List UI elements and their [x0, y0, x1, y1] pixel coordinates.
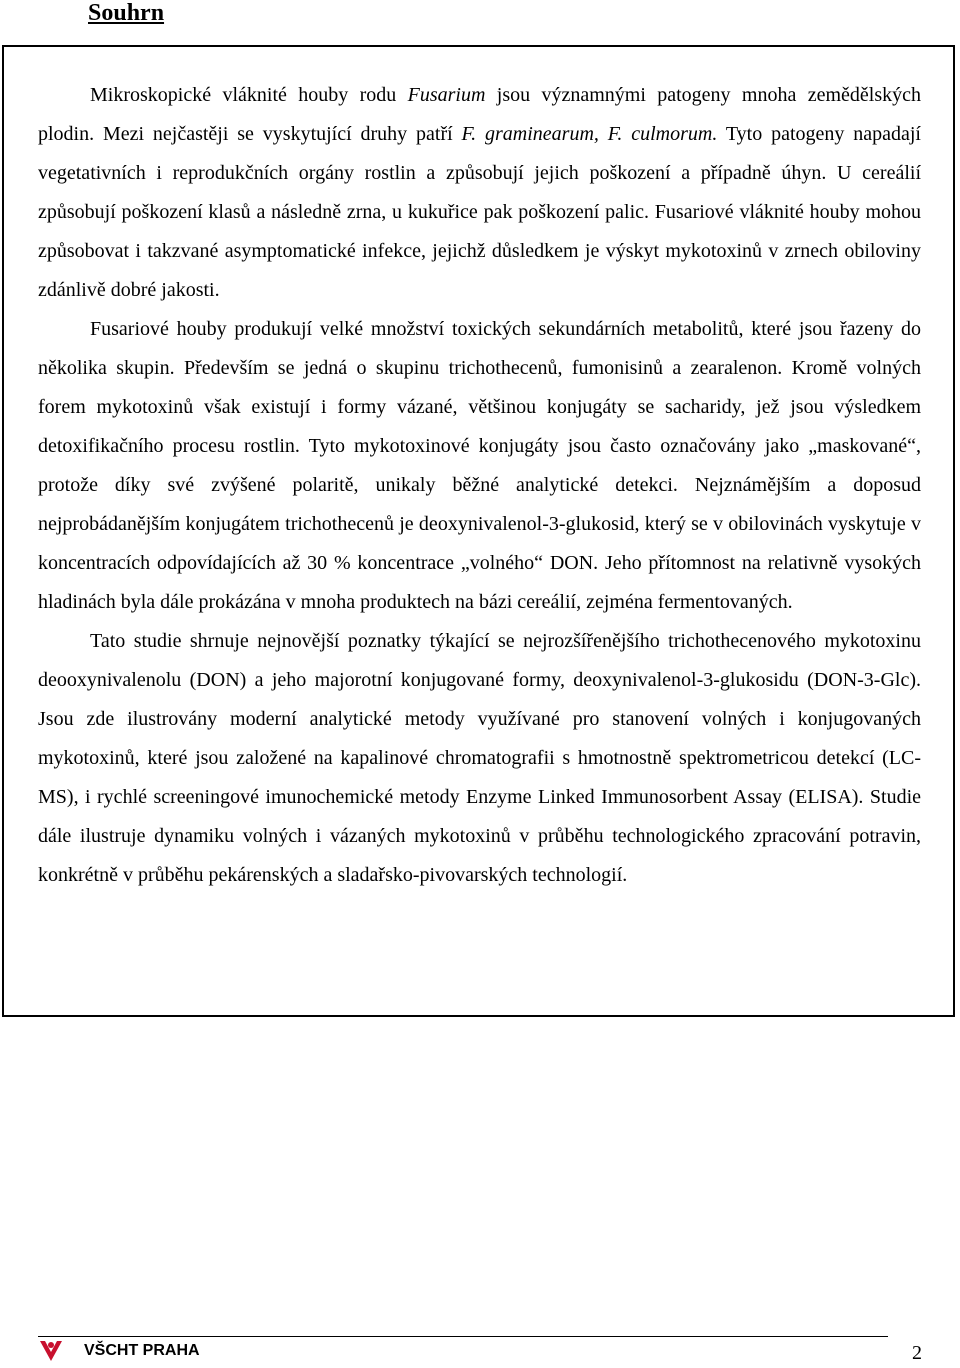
genus-name: Fusarium: [407, 84, 486, 106]
paragraph-1: [38, 76, 921, 310]
paragraph-1-run-5: Tyto patogeny napadají vegetativních i reprodukčních orgány rostlin a způsobují jejich poškození a případně úhyn. U cereálií způsobují poškození klasů a následně zrna, u kukuřice pak poškození palic. Fusariové vláknité houby mohou způsobovat i takzvané asymptomatické infekce, jejichž důsledkem je výskyt mykotoxinů v zrnech obiloviny zdánlivě dobré jakosti.: [38, 123, 921, 301]
paragraph-3-run-1: Tato studie shrnuje nejnovější poznatky týkající se nejrozšířenějšího trichothecenového mykotoxinu deooxynivalenolu (DON) a jeho majorotní konjugované formy, deoxynivalenol-3-glukosidu (DON-3-Glc). Jsou zde ilustrovány moderní analytické metody využívané pro stanovení volných i konjugovaných mykotoxinů, které jsou založené na kapalinové chromatografii s hmotnostně spektrometricou detekcí (LC-MS), i rychlé screeningové imunochemické metody Enzyme Linked Immunosorbent Assay (ELISA). Studie dále ilustruje dynamiku volných i vázaných mykotoxinů v průběhu technologického zpracování potravin, konkrétně v průběhu pekárenských a sladařsko-pivovarských technologií.: [38, 630, 921, 886]
vscht-logo-icon: [38, 1339, 64, 1363]
species-names: F. graminearum, F. culmorum.: [461, 123, 718, 145]
summary-box: [2, 45, 955, 1017]
paragraph-2: [38, 310, 921, 622]
paragraph-2-run-1: Fusariové houby produkují velké množství toxických sekundárních metabolitů, které jsou řazeny do několika skupin. Především se jedná o skupinu trichothecenů, fumonisinů a zearalenon. Kromě volných forem mykotoxinů však existují i formy vázané, většinou konjugáty se sacharidy, jež jsou výsledkem detoxifikačního procesu rostlin. Tyto mykotoxinové konjugáty jsou často označovány jako „maskované“, protože díky své zvýšené polaritě, unikaly běžné analytické detekci. Nejznámějším a doposud nejprobádanějším konjugátem trichothecenů je deoxynivalenol-3-glukosid, který se v obilovinách vyskytuje v koncentracích odpovídajících až 30 % koncentrace „volného“ DON. Jeho přítomnost na relativně vysokých hladinách byla dále prokázána v mnoha produktech na bázi cereálií, zejména fermentovaných.: [38, 318, 921, 613]
paragraph-3: [38, 622, 921, 895]
page-footer: [38, 1336, 922, 1366]
institution-name: VŠCHT PRAHA: [84, 1342, 200, 1359]
paragraph-1-run-1: Mikroskopické vláknité houby rodu: [90, 84, 408, 106]
paragraph-1-run-3: jsou významnými patogeny mnoha zemědělských plodin. Mezi nejčastěji se vyskytující druhy patří: [38, 84, 921, 145]
page-heading: Souhrn: [88, 0, 165, 26]
page-number: 2: [912, 1342, 922, 1364]
footer-rule: [38, 1336, 888, 1337]
